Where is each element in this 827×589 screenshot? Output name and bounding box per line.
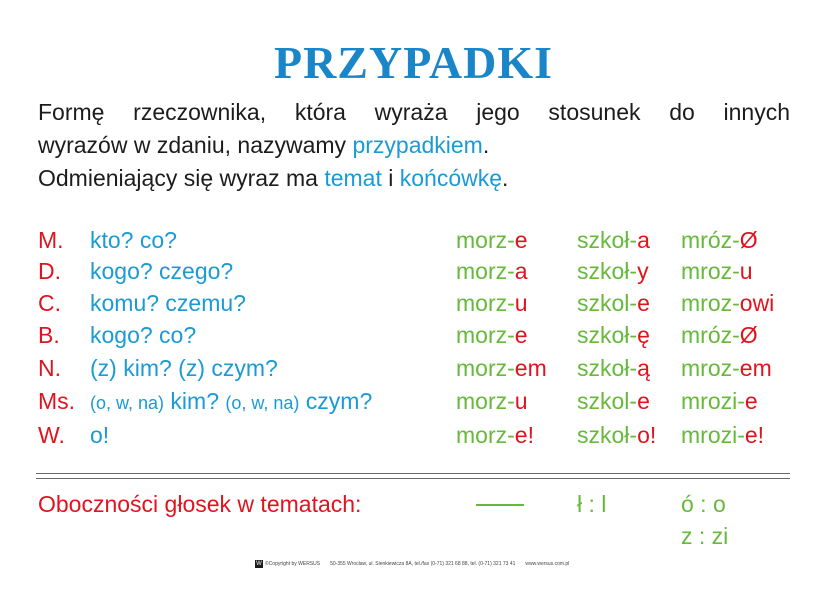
case-abbr: N. [38, 355, 61, 381]
case-row-miejscownik [0, 388, 827, 420]
case-row-narzednik [0, 355, 827, 387]
word-mroz: mróz-Ø [681, 227, 758, 253]
word-szkola: szkol-e [577, 290, 650, 316]
footer [255, 560, 579, 568]
case-abbr: M. [38, 227, 64, 253]
definition-line-3 [38, 162, 790, 195]
definition-text-part: . [502, 165, 509, 191]
word-mroz: mrozi-e! [681, 422, 765, 448]
dash-separator [476, 504, 524, 506]
definition-text [38, 96, 790, 195]
definition-text-part: i [381, 165, 400, 191]
case-question: kogo? czego? [90, 258, 234, 284]
divider-line [36, 478, 790, 479]
word-mroz: mróz-Ø [681, 322, 758, 348]
alternations-label: Oboczności głosek w tematach: [38, 491, 362, 517]
case-row-dopelniacz [0, 258, 827, 290]
footer-website: www.wersus.com.pl [525, 561, 570, 567]
word-morze: morz-e! [456, 422, 534, 448]
word-szkola: szkoł-ą [577, 355, 650, 381]
term-koncowka: końcówkę [399, 165, 503, 191]
case-abbr: Ms. [38, 388, 76, 414]
case-abbr: B. [38, 322, 60, 348]
footer-address: 50-355 Wrocław, ul. Sienkiewicza 8A, tel./fax (0-71) 321 68 88, tel. (0-71) 321 73 41 [330, 561, 516, 567]
alternation-z: z : zi [681, 523, 729, 549]
word-szkola: szkoł-ę [577, 322, 650, 348]
footer-copyright: ©Copyright by WERSUS [265, 561, 321, 567]
case-row-mianownik [0, 227, 827, 259]
word-szkola: szkoł-y [577, 258, 649, 284]
page-title: PRZYPADKI [273, 37, 554, 88]
word-szkola: szkoł-a [577, 227, 650, 253]
case-abbr: W. [38, 422, 65, 448]
definition-text-part: wyrazów w zdaniu, nazywamy [38, 132, 353, 158]
case-question: (z) kim? (z) czym? [90, 355, 278, 381]
case-question: kto? co? [90, 227, 177, 253]
definition-text-part: . [482, 132, 490, 158]
case-row-wolacz [0, 422, 827, 454]
case-question: kogo? co? [90, 322, 197, 348]
word-mroz: mroz-em [681, 355, 772, 381]
definition-line-1: Formę rzeczownika, która wyraża jego stosunek do innych [38, 99, 790, 125]
definition-line-2 [38, 129, 790, 162]
alternation-o: ó : o [681, 491, 726, 517]
word-mroz: mrozi-e [681, 388, 758, 414]
wersus-logo-icon: W [256, 561, 262, 567]
divider-line [36, 473, 790, 474]
word-morze: morz-em [456, 355, 547, 381]
term-temat: temat [324, 165, 382, 191]
word-mroz: mroz-owi [681, 290, 775, 316]
case-abbr: D. [38, 258, 61, 284]
word-morze: morz-u [456, 290, 528, 316]
definition-text-part: Odmieniający się wyraz ma [38, 165, 325, 191]
case-question: o! [90, 422, 110, 448]
case-question: komu? czemu? [90, 290, 246, 316]
case-abbr: C. [38, 290, 61, 316]
term-przypadek: przypadkiem [352, 132, 483, 158]
word-morze: morz-e [456, 227, 528, 253]
case-row-biernik [0, 322, 827, 354]
case-row-celownik [0, 290, 827, 322]
word-mroz: mroz-u [681, 258, 753, 284]
word-szkola: szkoł-o! [577, 422, 657, 448]
word-morze: morz-e [456, 322, 528, 348]
word-morze: morz-u [456, 388, 528, 414]
case-question: (o, w, na) kim? (o, w, na) czym? [90, 388, 373, 414]
word-szkola: szkol-e [577, 388, 650, 414]
alternation-l: ł : l [577, 491, 607, 517]
word-morze: morz-a [456, 258, 528, 284]
